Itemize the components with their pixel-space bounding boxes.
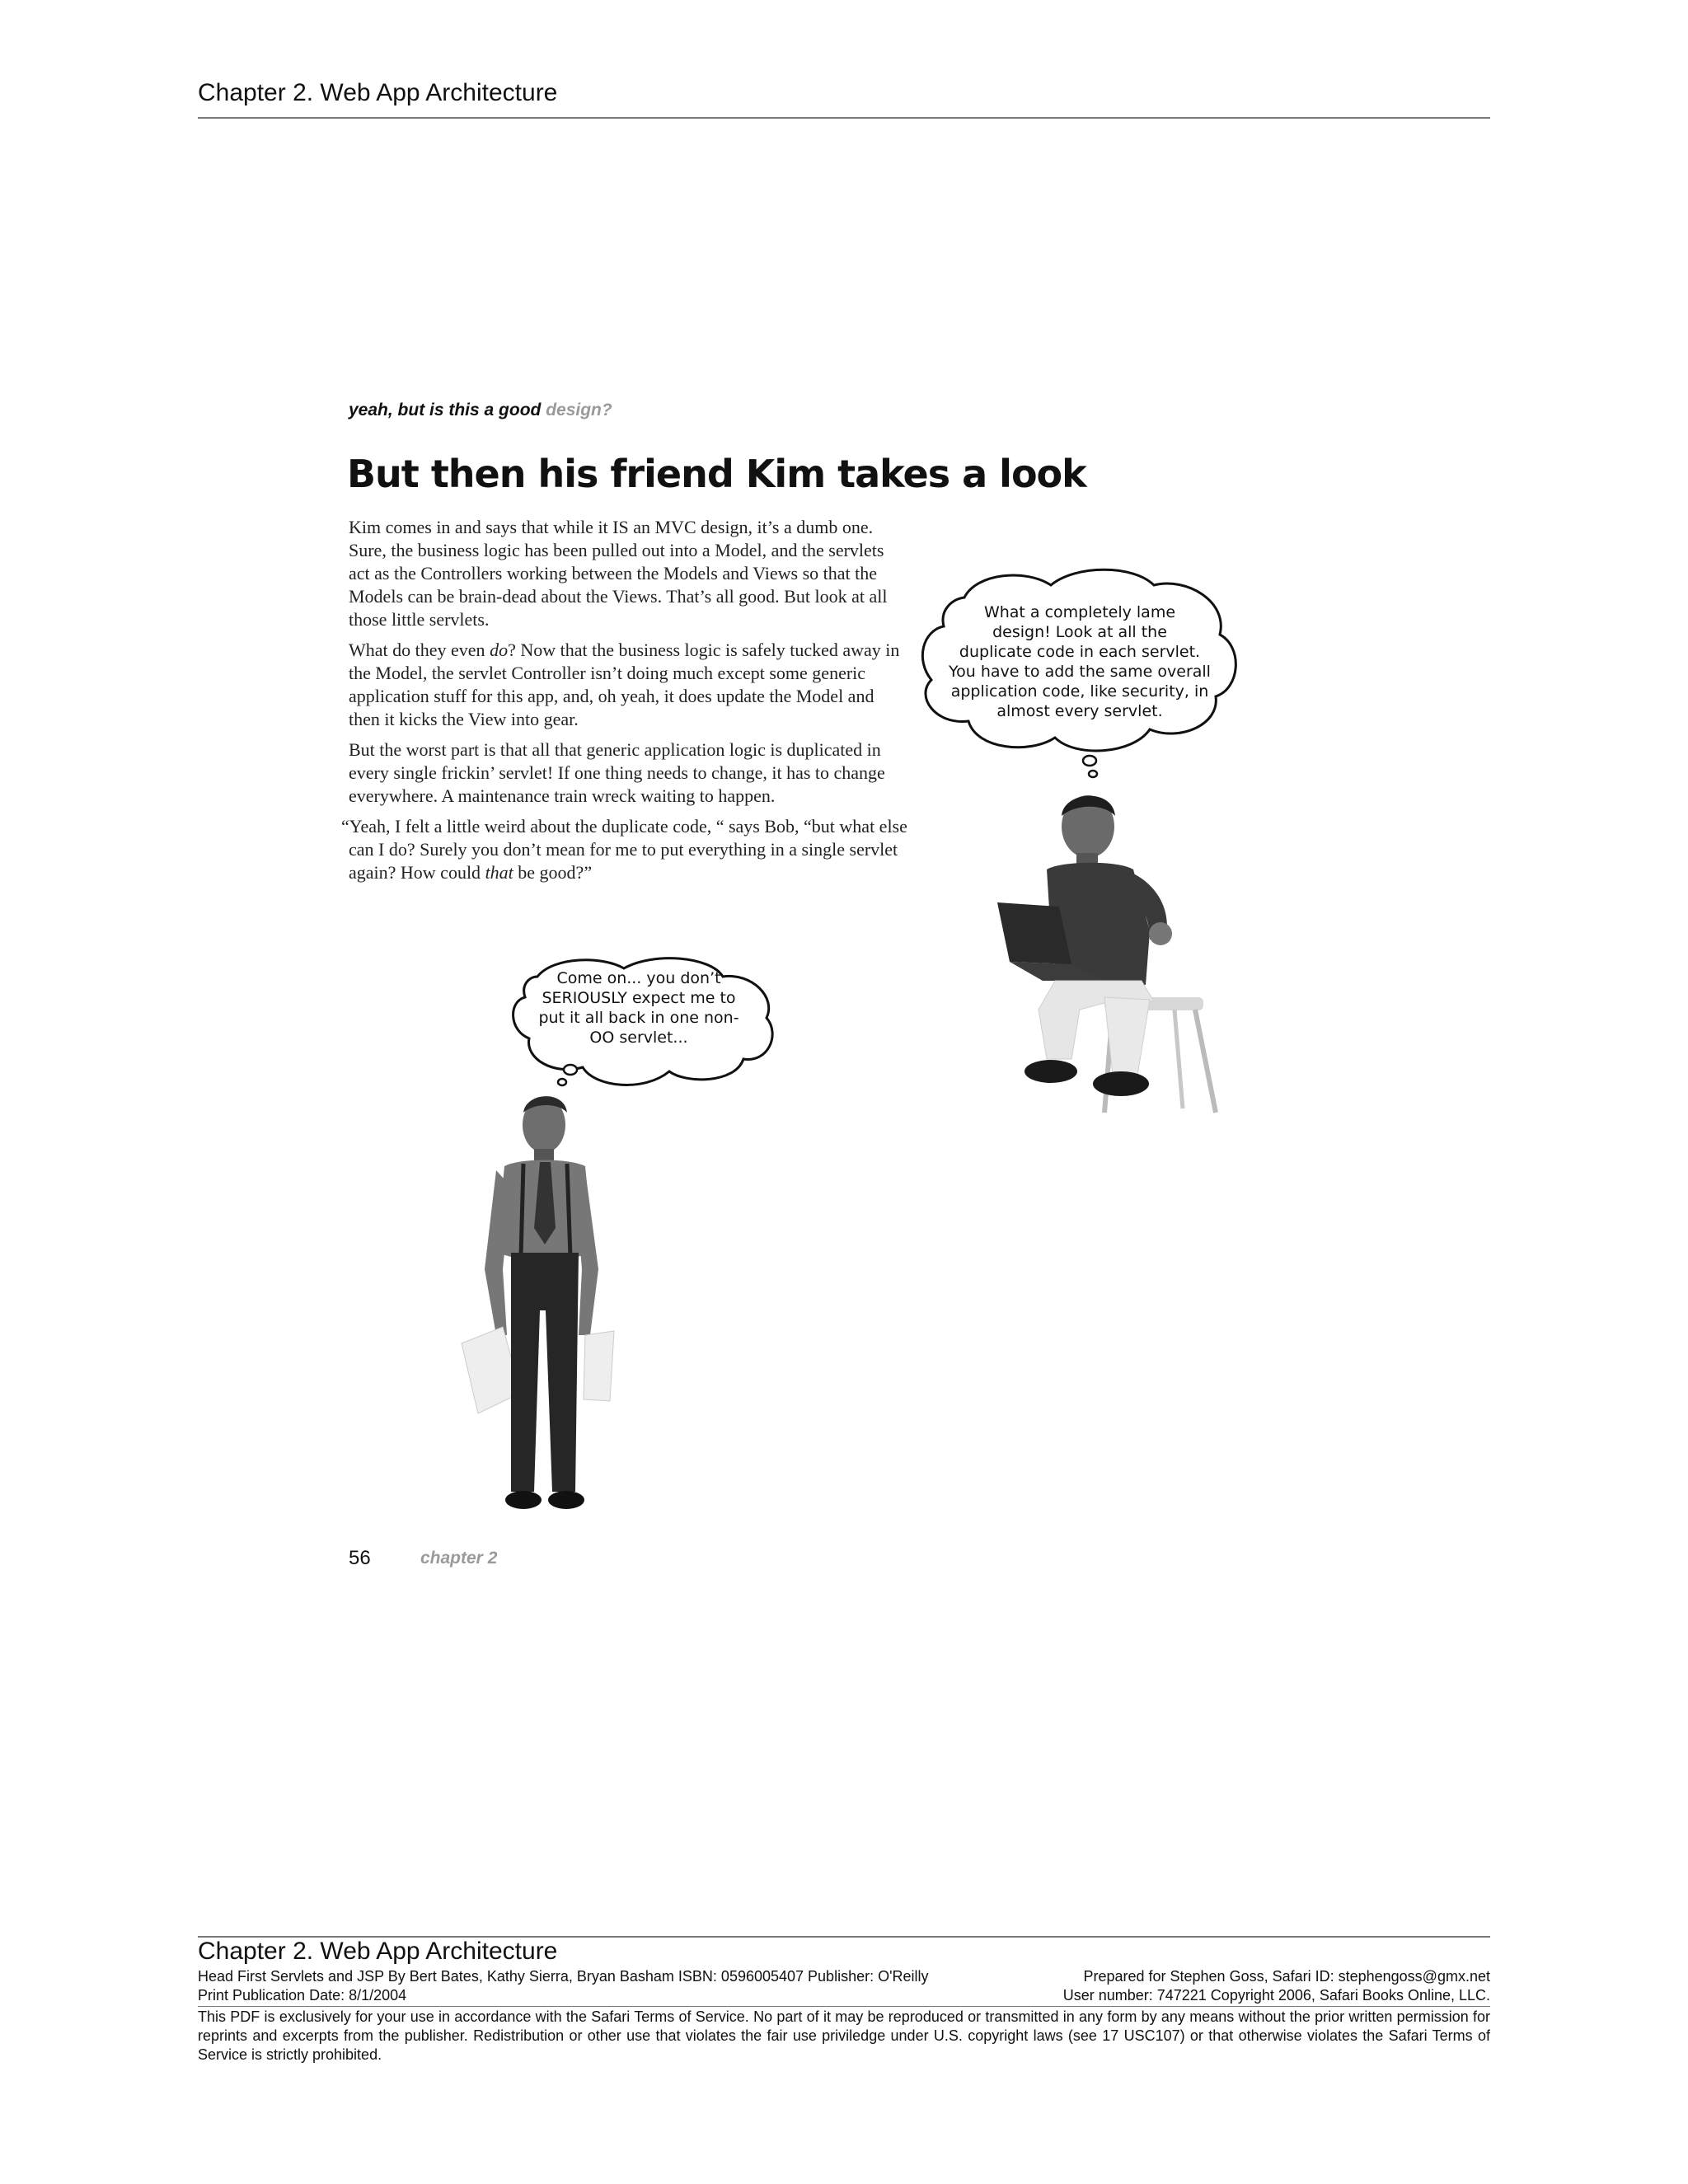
kim-bubble-line: What a completely lame	[983, 603, 1176, 621]
prepared-for: Prepared for Stephen Goss, Safari ID: stephengoss@gmx.net	[1083, 1968, 1490, 1985]
paragraph-2-emphasis: do	[490, 640, 509, 660]
paragraph-4	[341, 815, 909, 884]
running-head	[349, 401, 612, 420]
bob-bubble-line: put it all back in one non-	[538, 1009, 739, 1027]
paragraph-4-text-a: “Yeah, I felt a little weird about the duplicate code, “ says Bob, “but what else can I do? Surely you don’t mean for me to put everything in a single servlet again? How could	[341, 816, 907, 883]
kim-bubble-text	[940, 602, 1220, 721]
kim-figure	[981, 787, 1228, 1125]
page-number: 56	[349, 1547, 371, 1569]
paragraph-2-text-b: ? Now that the business logic is safely tucked away in the Model, the servlet Controller isn’t doing much except some generic application stuff for this app, and, oh yeah, it does update the Model and then it kicks the View into gear.	[349, 640, 900, 729]
body-text	[341, 516, 909, 892]
paragraph-1: Kim comes in and says that while it IS an MVC design, it’s a dumb one. Sure, the business logic has been pulled out into a Model, and the servlets act as the Controllers working between the Models and Views so that the Models can be brain-dead about the Views. That’s all good. But look at all those little servlets.	[349, 517, 888, 630]
bob-illustration	[445, 1088, 643, 1533]
paragraph-2	[349, 639, 909, 731]
paragraph-4-text-b: be good?”	[513, 862, 593, 883]
legal-notice: This PDF is exclusively for your use in accordance with the Safari Terms of Service. No part of it may be reproduced or transmitted in any form by any means without the prior written permission for reprints and excerpts from the publisher. Redistribution or other use that violates the fair use priviledge under U.S. copyright laws (see 17 USC107) or that otherwise violates the Safari Terms of Service is strictly prohibited.	[198, 2008, 1490, 2063]
paragraph-3: But the worst part is that all that generic application logic is duplicated in every single frickin’ servlet! If one thing needs to change, it has to change everywhere. A maintenance train wreck waiting to happen.	[349, 739, 885, 806]
bob-bubble-text	[519, 968, 758, 1047]
running-head-accent: design?	[546, 401, 612, 419]
footer-divider-thin	[198, 2006, 1490, 2007]
kim-bubble-line: design! Look at all the	[992, 623, 1167, 641]
chapter-header: Chapter 2. Web App Architecture	[198, 79, 558, 106]
header-divider	[198, 117, 1490, 119]
kim-thought-bubble	[915, 565, 1240, 779]
paragraph-2-text-a: What do they even	[349, 640, 490, 660]
footer-chapter-title: Chapter 2. Web App Architecture	[198, 1938, 558, 1965]
paragraph-4-emphasis: that	[485, 862, 513, 883]
running-head-text: yeah, but is this a good	[349, 401, 546, 419]
book-info: Head First Servlets and JSP By Bert Bates, Kathy Sierra, Bryan Basham ISBN: 0596005407 Publisher: O'Reilly	[198, 1968, 929, 1985]
bob-figure	[445, 1088, 643, 1533]
section-title: But then his friend Kim takes a look	[347, 452, 1086, 496]
bob-bubble-line: OO servlet...	[589, 1029, 688, 1047]
chapter-label: chapter 2	[420, 1549, 498, 1568]
kim-bubble-line: almost every servlet.	[996, 702, 1163, 720]
user-info: User number: 747221 Copyright 2006, Safari Books Online, LLC.	[1062, 1987, 1490, 2004]
kim-illustration	[981, 787, 1228, 1125]
bob-thought-bubble	[504, 952, 776, 1092]
publication-date: Print Publication Date: 8/1/2004	[198, 1987, 407, 2004]
bob-bubble-line: SERIOUSLY expect me to	[542, 989, 736, 1007]
kim-bubble-line: application code, like security, in	[950, 682, 1209, 701]
bob-bubble-line: Come on... you don’t	[556, 969, 721, 987]
kim-bubble-line: You have to add the same overall	[949, 663, 1211, 681]
kim-bubble-line: duplicate code in each servlet.	[959, 643, 1201, 661]
